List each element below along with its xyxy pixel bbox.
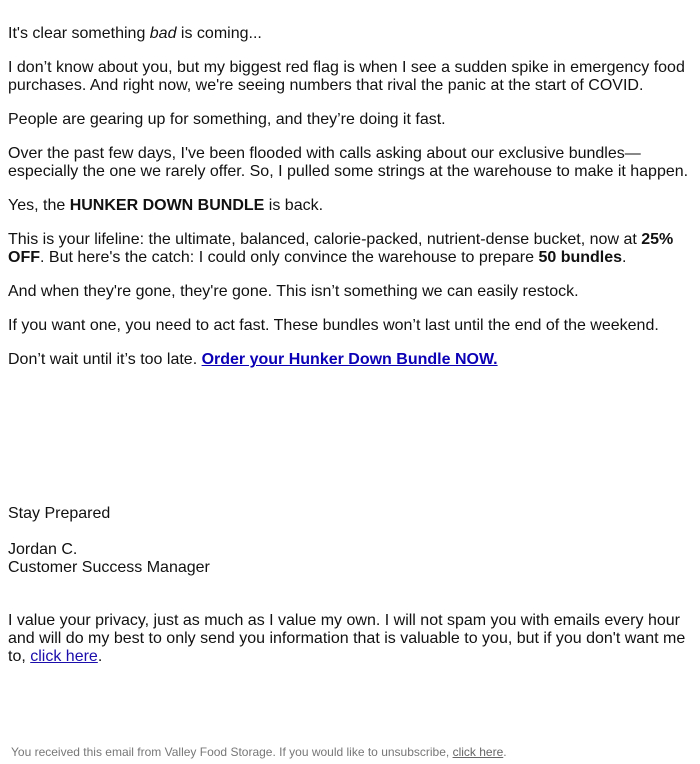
sender-name: Jordan C. [8,541,78,558]
bundle-back-paragraph [8,197,692,215]
lifeline-text-end: . [622,249,627,266]
cta-text: Don’t wait until it’s too late. [8,351,202,368]
bundle-back-text: Yes, the [8,197,70,214]
bundle-name: HUNKER DOWN BUNDLE [69,197,265,214]
discount-text: 25% OFF [8,231,674,266]
privacy-opt-out-link[interactable]: click here [30,648,98,665]
footer-text: You received this email from Valley Food Storage. If you would like to unsubscribe, [11,745,453,759]
order-bundle-link[interactable]: Order your Hunker Down Bundle NOW. [201,351,498,368]
intro-text: It's clear something [8,25,150,42]
gearing-up-paragraph: People are gearing up for something, and they’re doing it fast. [8,111,446,128]
sender-title: Customer Success Manager [8,559,210,576]
privacy-text: I value your privacy, just as much as I value my own. I will not spam you with emails every hour and will do my best to only send you information that is valuable to you, but if you don't want me to, [8,612,686,665]
bundle-count-text: 50 bundles [538,249,623,266]
intro-text-end: is coming... [176,25,262,42]
footer-text-end: . [503,745,507,759]
gone-paragraph: And when they're gone, they're gone. This isn’t something we can easily restock. [8,283,579,300]
bundle-back-text-end: is back. [264,197,324,214]
signoff: Stay Prepared [8,505,111,522]
unsubscribe-footer [11,745,691,759]
catch-text: . But here's the catch: I could only convince the warehouse to prepare [40,249,539,266]
cta-paragraph [8,351,692,369]
act-fast-paragraph: If you want one, you need to act fast. These bundles won’t last until the end of the weekend. [8,317,659,334]
red-flag-paragraph: I don’t know about you, but my biggest red flag is when I see a sudden spike in emergency food purchases. And right now, we're seeing numbers that rival the panic at the start of COVID. [8,59,685,94]
lifeline-paragraph [8,231,692,267]
unsubscribe-link[interactable]: click here [452,745,504,759]
privacy-text-end: . [97,648,103,665]
calls-paragraph: Over the past few days, I've been flooded with calls asking about our exclusive bundles—especially the one we rarely offer. So, I pulled some strings at the warehouse to make it happen. [8,145,689,180]
privacy-paragraph [8,612,692,666]
lifeline-text: This is your lifeline: the ultimate, balanced, calorie-packed, nutrient-dense bucket, now at [8,231,642,248]
intro-emphasis: bad [149,25,177,42]
intro-paragraph [8,25,692,43]
